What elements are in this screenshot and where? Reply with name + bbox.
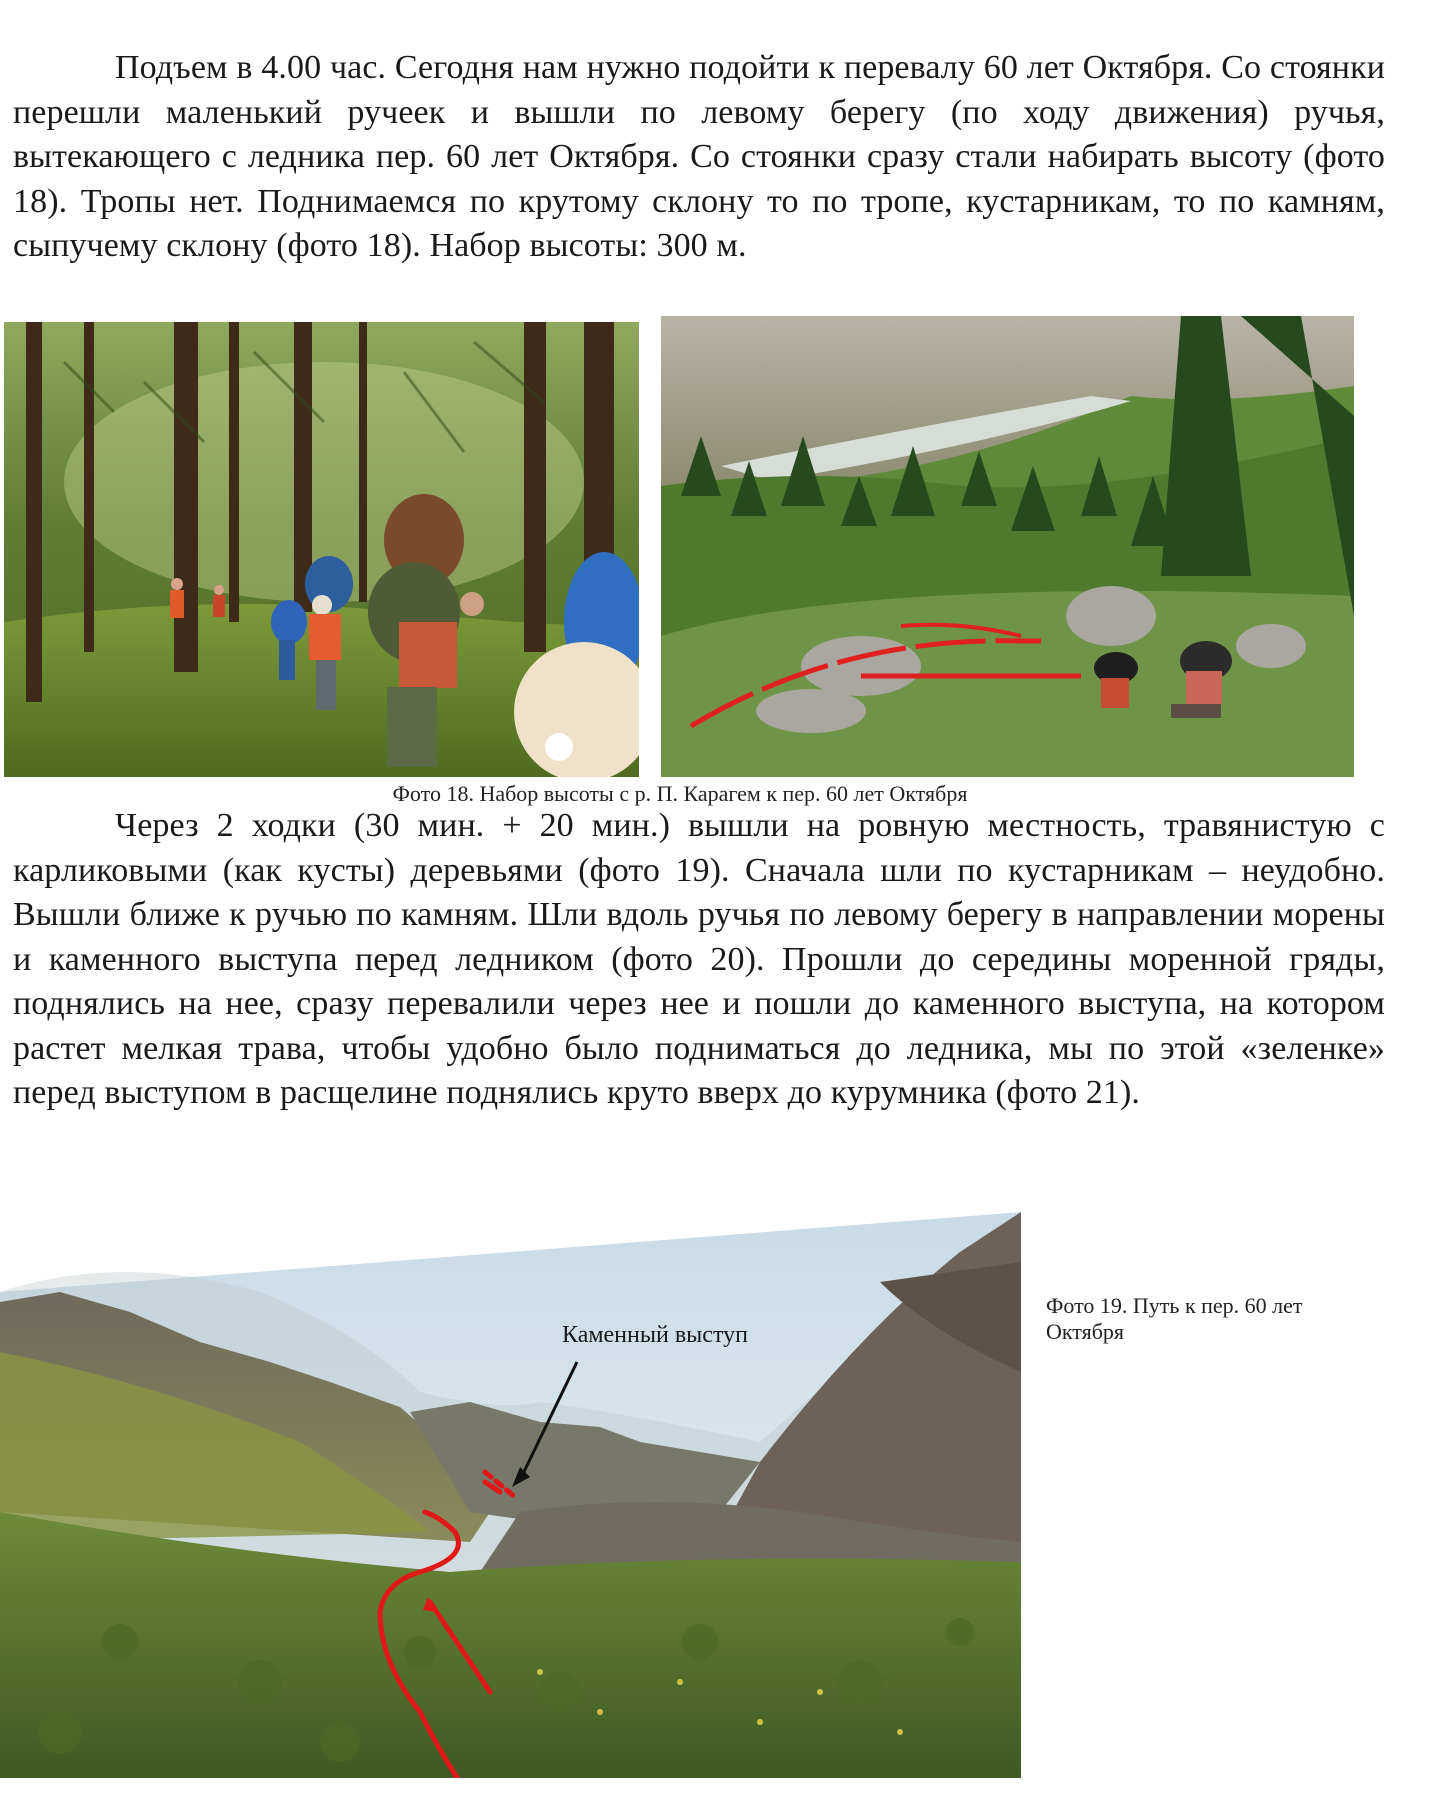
- photo-19-caption: Фото 19. Путь к пер. 60 лет Октября: [1046, 1293, 1303, 1344]
- paragraph-ascent: [13, 46, 1385, 269]
- photo-18-caption: Фото 18. Набор высоты с р. П. Карагем к пер. 60 лет Октября: [392, 781, 968, 806]
- photo-19-valley-route: [0, 1212, 1021, 1778]
- photo-18-slope-route: [661, 316, 1354, 777]
- photo-19-annotation-stone-ledge: Каменный выступ: [562, 1322, 748, 1348]
- photo-18-forest-climb: [4, 322, 639, 777]
- paragraph-route: [13, 804, 1385, 1116]
- paragraph-ascent-text: Подъем в 4.00 час. Сегодня нам нужно подойти к перевалу 60 лет Октября. Со стоянки перешли маленький ручеек и вышли по левому берегу (по ходу движения) ручья, вытекающего с ледника пер. 60 лет Октября. Со стоянки сразу стали набирать высоту (фото 18). Тропы нет. Поднимаемся по крутому склону то по тропе, кустарникам, то по камням, сыпучему склону (фото 18). Набор высоты: 300 м.: [13, 49, 1385, 264]
- paragraph-route-text: Через 2 ходки (30 мин. + 20 мин.) вышли на ровную местность, травянистую с карликовыми (как кусты) деревьями (фото 19). Сначала шли по кустарникам – неудобно. Вышли ближе к ручью по камням. Шли вдоль ручья по левому берегу в направлении морены и каменного выступа перед ледником (фото 20). Прошли до середины моренной гряды, поднялись на нее, сразу перевалили через нее и пошли до каменного выступа, на котором растет мелкая трава, чтобы удобно было подниматься до ледника, мы по этой «зеленке» перед выступом в расщелине поднялись круто вверх до курумника (фото 21).: [13, 807, 1385, 1111]
